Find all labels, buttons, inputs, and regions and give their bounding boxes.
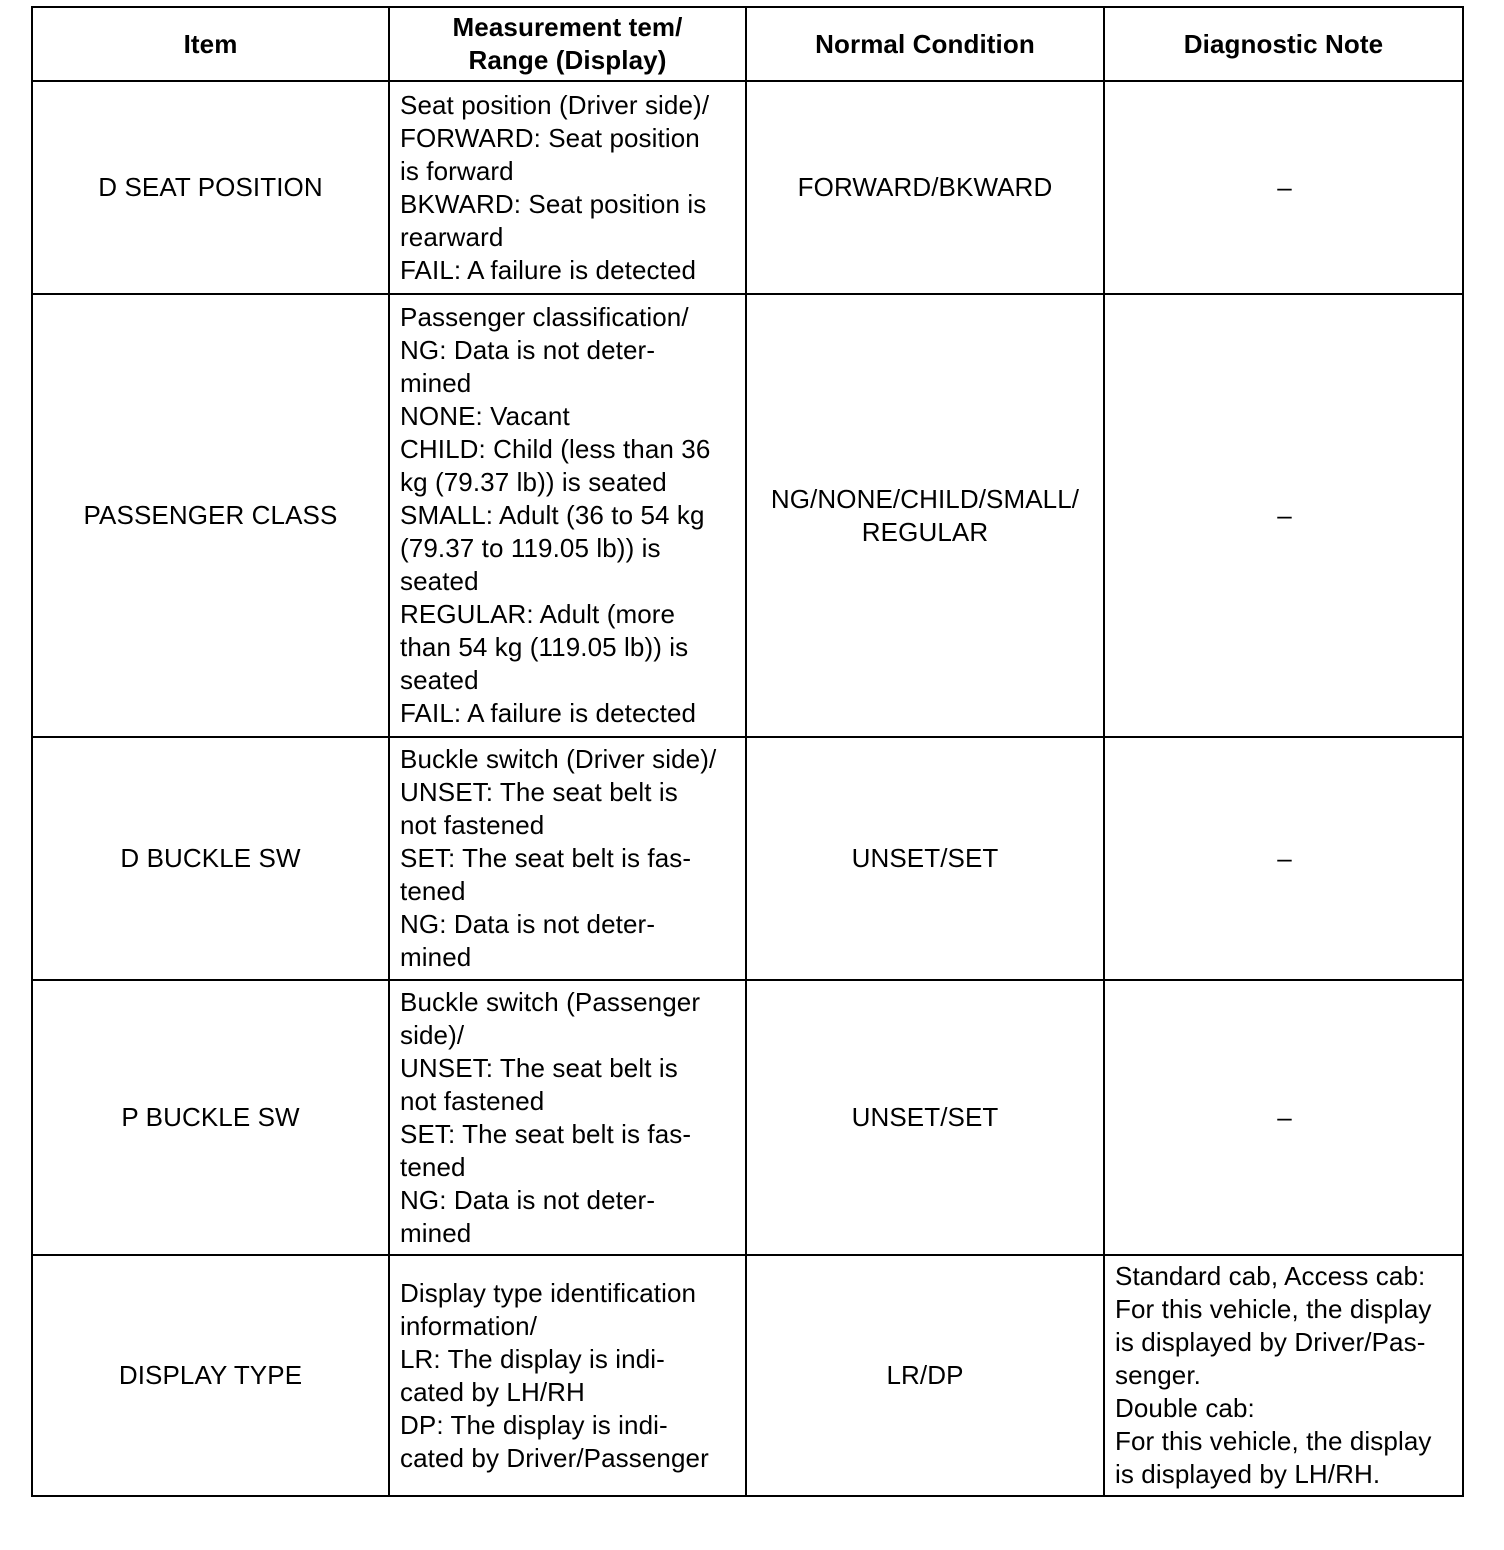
normal-line: FORWARD/BKWARD bbox=[797, 172, 1053, 202]
header-normal-condition: Normal Condition bbox=[746, 7, 1104, 81]
range-line: Display type identification bbox=[400, 1277, 697, 1308]
item-cell: P BUCKLE SW bbox=[32, 980, 389, 1255]
normal-condition-cell bbox=[746, 294, 1104, 737]
range-line: tened bbox=[400, 876, 466, 906]
range-line: seated bbox=[400, 566, 479, 596]
range-line: SET: The seat belt is fas- bbox=[400, 843, 692, 873]
measurement-range-cell bbox=[389, 737, 746, 980]
header-item: Item bbox=[32, 7, 389, 81]
item-cell: D BUCKLE SW bbox=[32, 737, 389, 980]
diagnostic-note-cell bbox=[1104, 737, 1463, 980]
note-line: is displayed by LH/RH. bbox=[1115, 1459, 1381, 1489]
table-row bbox=[32, 294, 1463, 737]
range-line: CHILD: Child (less than 36 bbox=[400, 434, 711, 464]
header-measurement-range bbox=[389, 7, 746, 81]
header-diagnostic-note: Diagnostic Note bbox=[1104, 7, 1463, 81]
measurement-range-cell bbox=[389, 980, 746, 1255]
range-line: not fastened bbox=[400, 1085, 545, 1116]
note-line: Standard cab, Access cab: bbox=[1115, 1261, 1426, 1291]
range-line: FAIL: A failure is detected bbox=[400, 254, 697, 285]
range-line: cated by LH/RH bbox=[400, 1376, 585, 1407]
range-line: mined bbox=[400, 368, 472, 398]
note-line: For this vehicle, the display bbox=[1115, 1426, 1432, 1456]
range-line: DP: The display is indi- bbox=[400, 1409, 668, 1440]
range-line: tened bbox=[400, 1151, 466, 1182]
range-line: SET: The seat belt is fas- bbox=[400, 1118, 692, 1149]
note-line: For this vehicle, the display bbox=[1115, 1294, 1432, 1324]
normal-condition-cell bbox=[746, 81, 1104, 294]
note-line: Double cab: bbox=[1115, 1393, 1255, 1423]
range-line: FORWARD: Seat position bbox=[400, 122, 700, 153]
note-line: – bbox=[1277, 172, 1292, 202]
range-line: LR: The display is indi- bbox=[400, 1343, 665, 1374]
note-line: is displayed by Driver/Pas- bbox=[1115, 1327, 1426, 1357]
range-line: kg (79.37 lb)) is seated bbox=[400, 467, 667, 497]
normal-line: UNSET/SET bbox=[851, 843, 999, 873]
table-row bbox=[32, 737, 1463, 980]
note-line: – bbox=[1277, 500, 1292, 530]
range-line: cated by Driver/Passenger bbox=[400, 1442, 709, 1473]
normal-line: REGULAR bbox=[861, 516, 989, 547]
range-line: not fastened bbox=[400, 810, 545, 840]
table-row bbox=[32, 980, 1463, 1255]
range-line: Buckle switch (Passenger bbox=[400, 986, 701, 1017]
item-cell: D SEAT POSITION bbox=[32, 81, 389, 294]
range-line: Seat position (Driver side)/ bbox=[400, 89, 710, 120]
note-line: senger. bbox=[1115, 1360, 1201, 1390]
measurement-range-cell bbox=[389, 294, 746, 737]
diagnostic-note-cell bbox=[1104, 81, 1463, 294]
note-line: – bbox=[1277, 843, 1292, 873]
range-line: rearward bbox=[400, 221, 504, 252]
item-cell: PASSENGER CLASS bbox=[32, 294, 389, 737]
range-line: FAIL: A failure is detected bbox=[400, 698, 697, 728]
range-line: information/ bbox=[400, 1310, 538, 1341]
range-line: BKWARD: Seat position is bbox=[400, 188, 707, 219]
normal-line: LR/DP bbox=[886, 1360, 964, 1390]
note-line: – bbox=[1277, 1102, 1292, 1132]
range-line: SMALL: Adult (36 to 54 kg bbox=[400, 500, 705, 530]
range-line: NG: Data is not deter- bbox=[400, 909, 656, 939]
table-row bbox=[32, 1255, 1463, 1496]
range-line: than 54 kg (119.05 lb)) is bbox=[400, 632, 689, 662]
range-line: NG: Data is not deter- bbox=[400, 335, 656, 365]
range-line: UNSET: The seat belt is bbox=[400, 1052, 678, 1083]
range-line: seated bbox=[400, 665, 479, 695]
normal-condition-cell bbox=[746, 1255, 1104, 1496]
table-header-row bbox=[32, 7, 1463, 81]
range-line: side)/ bbox=[400, 1019, 465, 1050]
header-range-line-1: Measurement tem/ bbox=[452, 12, 683, 42]
item-cell: DISPLAY TYPE bbox=[32, 1255, 389, 1496]
table-row bbox=[32, 81, 1463, 294]
range-line: UNSET: The seat belt is bbox=[400, 777, 678, 807]
table-body bbox=[32, 81, 1463, 1496]
header-range-line-2: Range (Display) bbox=[468, 45, 667, 75]
range-line: NONE: Vacant bbox=[400, 401, 570, 431]
range-line: Buckle switch (Driver side)/ bbox=[400, 744, 717, 774]
range-line: mined bbox=[400, 1217, 472, 1248]
diagnostic-note-cell bbox=[1104, 1255, 1463, 1496]
normal-line: UNSET/SET bbox=[851, 1102, 999, 1132]
measurement-range-cell bbox=[389, 1255, 746, 1496]
range-line: (79.37 to 119.05 lb)) is bbox=[400, 533, 661, 563]
normal-line: NG/NONE/CHILD/SMALL/ bbox=[770, 483, 1080, 514]
normal-condition-cell bbox=[746, 980, 1104, 1255]
measurement-range-cell bbox=[389, 81, 746, 294]
range-line: NG: Data is not deter- bbox=[400, 1184, 656, 1215]
diagnostic-note-cell bbox=[1104, 294, 1463, 737]
range-line: REGULAR: Adult (more bbox=[400, 599, 676, 629]
diagnostic-data-table bbox=[31, 6, 1464, 1497]
diagnostic-note-cell bbox=[1104, 980, 1463, 1255]
range-line: mined bbox=[400, 942, 472, 972]
range-line: Passenger classification/ bbox=[400, 302, 689, 332]
range-line: is forward bbox=[400, 155, 514, 186]
normal-condition-cell bbox=[746, 737, 1104, 980]
